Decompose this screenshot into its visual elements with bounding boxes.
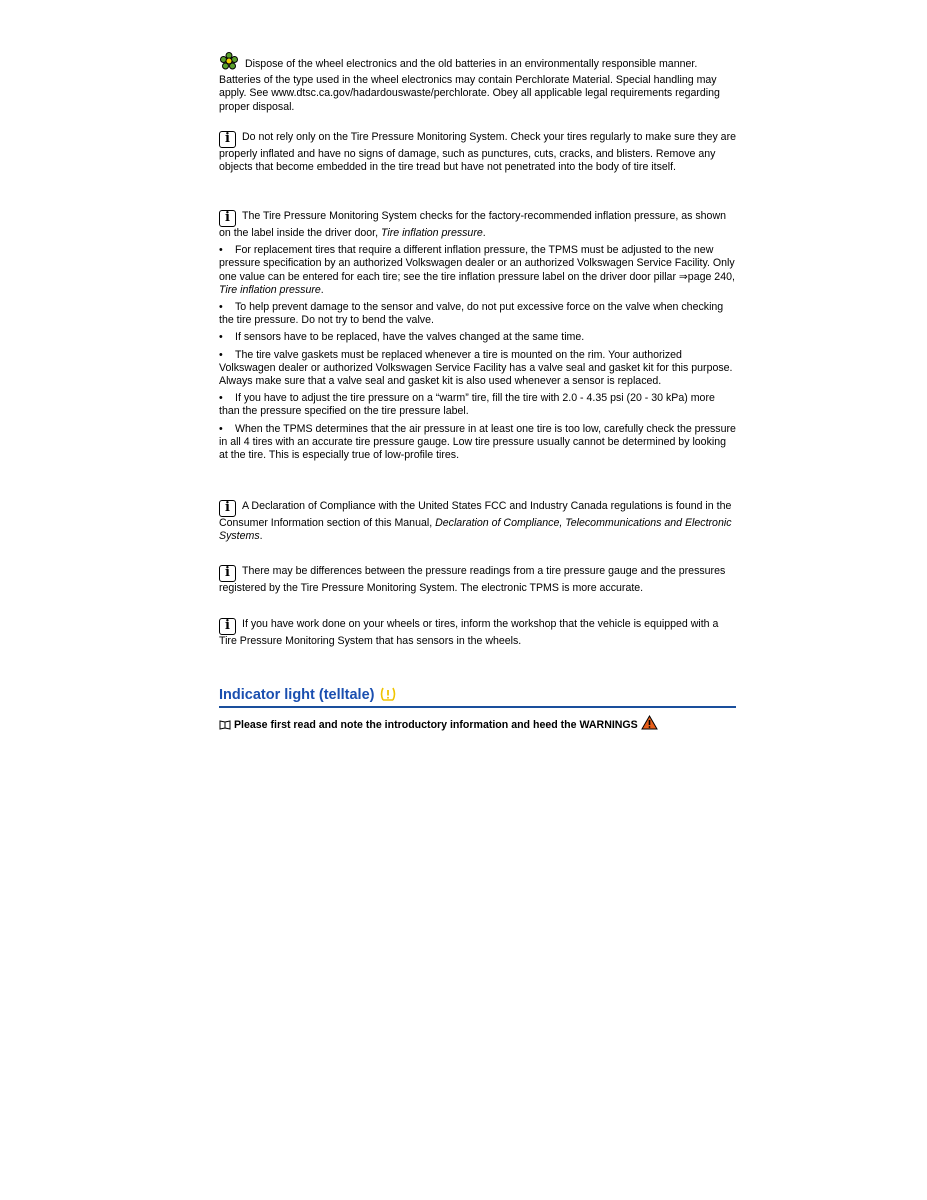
warning-triangle-icon[interactable] <box>641 715 658 734</box>
info-icon: i <box>219 131 236 148</box>
tire-pressure-telltale-icon <box>380 687 396 705</box>
book-icon <box>219 719 231 734</box>
info-note-differences <box>219 565 736 595</box>
declaration-text: A Declaration of Compliance with the United States FCC and Industry Canada regulations is found in the Consumer Information section of this Manual, <box>219 500 732 529</box>
bullet-text: The tire valve gaskets must be replaced whenever a tire is mounted on the rim. Your authorized Volkswagen dealer or authorized Volkswagen Service Facility has a valve seal and gasket kit for this purpose. Always make sure that a valve seal and gasket kit is also used whenever a sensor is replaced. <box>219 348 733 388</box>
info-icon: i <box>219 210 236 227</box>
bullet-item <box>219 301 736 327</box>
bullet-item <box>219 349 736 389</box>
environment-note <box>219 52 736 114</box>
checks-text: The Tire Pressure Monitoring System checks for the factory-recommended inflation pressure, as shown on the label inside the driver door, <box>219 210 726 239</box>
bullet-item <box>219 331 736 344</box>
bullet-text: When the TPMS determines that the air pressure in at least one tire is too low, carefully check the pressure in all 4 tires with an accurate tire pressure gauge. Low tire pressure usually cannot be determined by looking at the tire. This is especially true of low-profile tires. <box>219 422 736 462</box>
bullet-text: To help prevent damage to the sensor and valve, do not put excessive force on the valve when checking the tire pressure. Do not try to bend the valve. <box>219 301 724 327</box>
bullet-text: If you have to adjust the tire pressure on a “warm” tire, fill the tire with 2.0 - 4.35 psi (20 - 30 kPa) more than the pressure specified on the tire pressure label. <box>219 392 715 418</box>
checks-suffix: . <box>482 227 486 239</box>
bullet-item <box>219 244 736 297</box>
differences-text: There may be differences between the pressure readings from a tire pressure gauge and the pressures registered by the Tire Pressure Monitoring System. The electronic TPMS is more accurate. <box>219 565 726 594</box>
environment-note-text: Dispose of the wheel electronics and the old batteries in an environmentally responsible manner. Batteries of the type used in the wheel electronics may contain Perchlorate Material. Special handling may apply. See www.dtsc.ca.gov/hadardouswaste/perchlorate. Obey all applicable legal requirements regarding proper disposal. <box>219 58 720 113</box>
bullet-dot: • <box>219 331 223 344</box>
info-icon: i <box>219 565 236 582</box>
bullet-text: If sensors have to be replaced, have the valves changed at the same time. <box>235 331 585 344</box>
bullet-italic: Tire inflation pressure <box>219 283 321 296</box>
bullet-dot: • <box>219 422 223 435</box>
bullet-text: For replacement tires that require a different inflation pressure, the TPMS must be adjusted to the new pressure specification by an authorized Volkswagen dealer or an authorized Volkswagen Service Facility. Only one value can be entered for each tire; see the tire inflation pressure label on the driver door pillar ⇒page 240, <box>219 244 735 283</box>
bullet-dot: • <box>219 392 223 405</box>
read-first-line <box>219 715 658 734</box>
info-icon: i <box>219 618 236 635</box>
info-note-declaration <box>219 500 736 543</box>
declaration-suffix: . <box>259 530 263 543</box>
checks-italic: Tire inflation pressure <box>380 227 483 239</box>
info-note-workshop <box>219 618 736 648</box>
bullet-dot: • <box>219 348 223 361</box>
bullet-dot: • <box>219 301 223 314</box>
bullet-suffix: . <box>320 283 324 296</box>
info-icon: i <box>219 500 236 517</box>
info-note-rely-text: Do not rely only on the Tire Pressure Monitoring System. Check your tires regularly to make sure they are properly inflated and have no signs of damage, such as punctures, cuts, cracks, and blisters. Remove any objects that become embedded in the tire tread but have not penetrated into the body of tire itself. <box>219 131 736 174</box>
info-note-checks <box>219 210 736 462</box>
workshop-text: If you have work done on your wheels or tires, inform the workshop that the vehicle is equipped with a Tire Pressure Monitoring System that has sensors in the wheels. <box>219 618 719 647</box>
declaration-link[interactable]: Declaration of Compliance, Telecommunications and Electronic Systems <box>219 517 732 543</box>
section-title: Indicator light (telltale) <box>219 687 375 703</box>
read-first-text: Please first read and note the introductory information and heed the WARNINGS <box>233 719 638 731</box>
bullet-item <box>219 392 736 418</box>
section-heading <box>219 686 736 708</box>
bullet-item <box>219 423 736 463</box>
bullet-dot: • <box>219 244 223 257</box>
info-note-rely <box>219 131 736 174</box>
environment-flower-icon <box>219 52 239 74</box>
